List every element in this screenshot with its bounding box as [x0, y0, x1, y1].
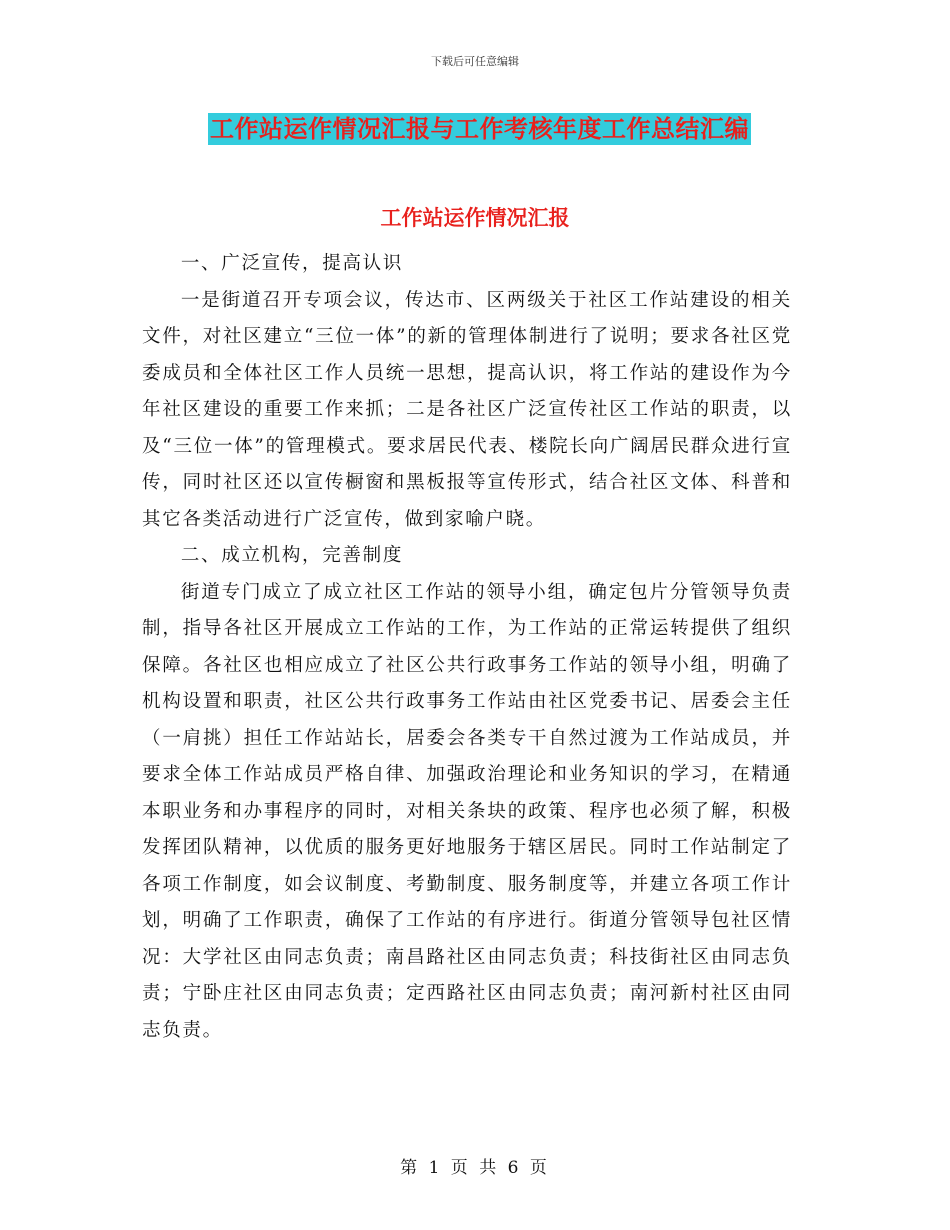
section-title: 工作站运作情况汇报 — [380, 206, 570, 230]
page-number: 第 1 页 共 6 页 — [400, 1158, 550, 1178]
paragraph-organization: 街道专门成立了成立社区工作站的领导小组，确定包片分管领导负责制，指导各社区开展成立工作站的工作，为工作站的正常运转提供了组织保障。各社区也相应成立了社区公共行政事务工作站的领导小组，明确了机构设置和职责，社区公共行政事务工作站由社区党委书记、居委会主任（一肩挑）担任工作站站长，居委会各类专干自然过渡为工作站成员，并要求全体工作站成员严格自律、加强政治理论和业务知识的学习，在精通本职业务和办事程序的同时，对相关条块的政策、程序也必须了解，积极发挥团队精神，以优质的服务更好地服务于辖区居民。同时工作站制定了各项工作制度，如会议制度、考勤制度、服务制度等，并建立各项工作计划，明确了工作职责，确保了工作站的有序进行。街道分管领导包社区情况：大学社区由同志负责；南昌路社区由同志负责；科技街社区由同志负责；宁卧庄社区由同志负责；定西路社区由同志负责；南河新村社区由同志负责。 — [142, 581, 792, 1041]
heading-publicity: 一、广泛宣传，提高认识 — [180, 253, 404, 274]
document-body — [142, 246, 792, 1049]
paragraph-publicity: 一是街道召开专项会议，传达市、区两级关于社区工作站建设的相关文件，对社区建立“三位一体”的新的管理体制进行了说明；要求各社区党委成员和全体社区工作人员统一思想，提高认识，将工作站的建设作为今年社区建设的重要工作来抓；二是各社区广泛宣传社区工作站的职责，以及“三位一体”的管理模式。要求居民代表、楼院长向广阔居民群众进行宣传，同时社区还以宣传橱窗和黑板报等宣传形式，结合社区文体、科普和其它各类活动进行广泛宣传，做到家喻户晓。 — [142, 289, 792, 530]
page-header-note: 下载后可任意编辑 — [431, 55, 519, 68]
document-title: 工作站运作情况汇报与工作考核年度工作总结汇编 — [210, 115, 749, 143]
heading-organization: 二、成立机构，完善制度 — [180, 545, 404, 566]
